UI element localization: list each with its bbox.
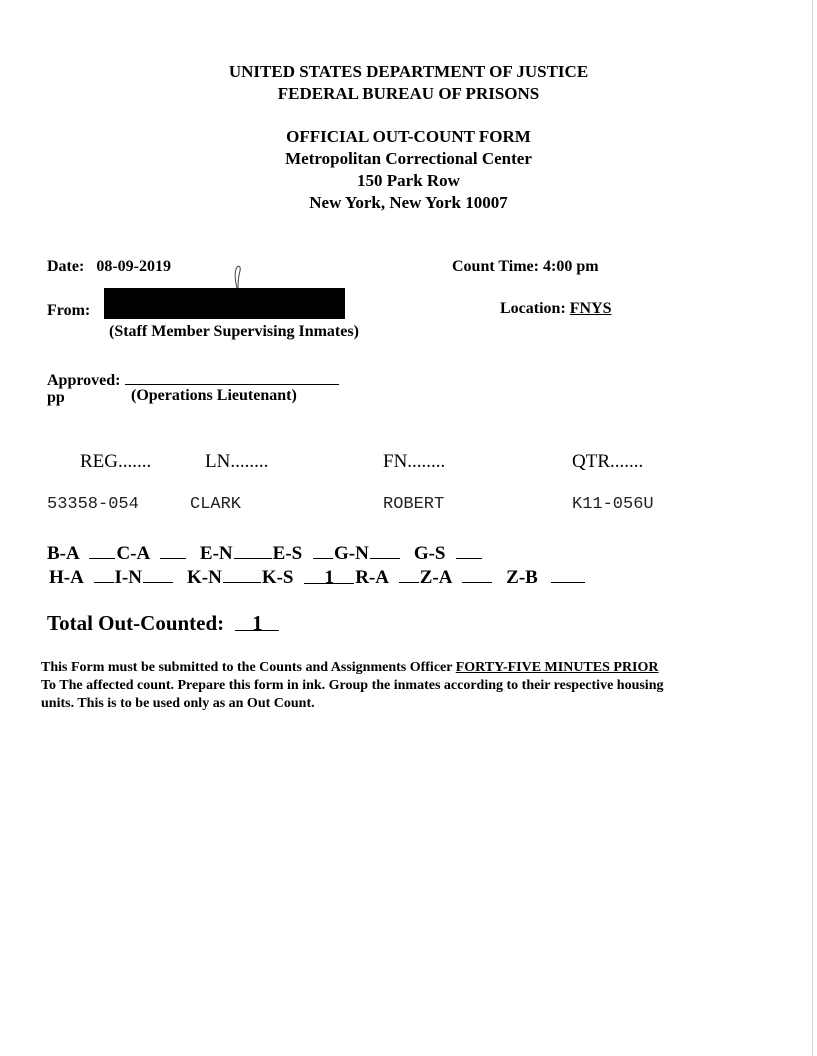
housing-label-b-a: B-A — [47, 543, 79, 564]
total-value: 1 — [235, 611, 279, 631]
column-header-qtr: QTR....... — [572, 451, 644, 472]
footer-instructions — [41, 659, 811, 713]
form-title: OFFICIAL OUT-COUNT FORM — [286, 127, 531, 146]
approved-caption: (Operations Lieutenant) — [131, 387, 297, 404]
date-label: Date: — [47, 258, 85, 275]
approved-label: Approved: — [47, 372, 121, 389]
location-value: FNYS — [569, 300, 612, 317]
housing-value-g-s — [456, 542, 482, 559]
column-header-reg: REG....... — [80, 451, 152, 472]
total-label: Total Out-Counted: — [47, 611, 225, 635]
housing-label-c-a: C-A — [116, 543, 150, 564]
housing-value-h-a — [94, 566, 114, 583]
count-time-value: 4:00 pm — [542, 258, 599, 275]
column-header-ln: LN........ — [205, 451, 269, 472]
column-header-fn: FN........ — [383, 451, 446, 472]
housing-row-1 — [47, 542, 483, 565]
housing-value-c-a — [160, 542, 186, 559]
redacted-name-block — [104, 288, 345, 319]
housing-label-r-a: R-A — [355, 567, 388, 588]
cell-ln: CLARK — [190, 495, 242, 514]
housing-value-z-a — [462, 566, 492, 583]
approved-signature-line — [125, 368, 339, 385]
date-field — [47, 258, 171, 276]
housing-label-e-s: E-S — [272, 543, 303, 564]
cell-reg: 53358-054 — [47, 495, 139, 514]
housing-label-e-n: E-N — [199, 543, 233, 564]
footer-text-3: units. This is to be used only as an Out Count. — [41, 696, 315, 711]
housing-value-z-b — [551, 566, 585, 583]
from-caption: (Staff Member Supervising Inmates) — [109, 323, 359, 340]
housing-label-z-b: Z-B — [506, 567, 538, 588]
location-field — [500, 300, 618, 318]
from-label: From: — [47, 302, 91, 319]
housing-label-h-a: H-A — [49, 567, 83, 588]
address-line-1: 150 Park Row — [357, 171, 460, 190]
housing-value-g-n — [370, 542, 400, 559]
bureau-title: FEDERAL BUREAU OF PRISONS — [277, 84, 540, 103]
count-time-field — [452, 258, 599, 276]
housing-value-e-s — [313, 542, 333, 559]
housing-label-k-n: K-N — [186, 567, 222, 588]
housing-label-g-s: G-S — [413, 543, 446, 564]
footer-emphasis: FORTY-FIVE MINUTES PRIOR — [455, 660, 659, 675]
total-out-counted — [47, 611, 280, 636]
facility-name: Metropolitan Correctional Center — [285, 149, 532, 168]
address-line-2: New York, New York 10007 — [309, 193, 508, 212]
housing-value-b-a — [89, 542, 115, 559]
date-value: 08-09-2019 — [96, 258, 171, 275]
housing-row-2 — [49, 566, 586, 589]
footer-text-1: This Form must be submitted to the Counts and Assignments Officer — [41, 660, 456, 675]
location-label: Location: — [500, 300, 566, 317]
housing-value-k-n — [223, 566, 261, 583]
housing-value-k-s: 1 — [304, 567, 354, 584]
housing-label-z-a: Z-A — [419, 567, 452, 588]
footer-text-2: To The affected count. Prepare this form in ink. Group the inmates according to their respective housing — [41, 678, 664, 693]
department-title: UNITED STATES DEPARTMENT OF JUSTICE — [228, 62, 589, 81]
housing-label-k-s: K-S — [261, 567, 294, 588]
pp-label: pp — [47, 389, 65, 406]
housing-value-r-a — [399, 566, 419, 583]
housing-label-i-n: I-N — [114, 567, 142, 588]
count-time-label: Count Time: — [452, 258, 539, 275]
housing-value-i-n — [143, 566, 173, 583]
cell-qtr: K11-056U — [572, 495, 654, 514]
housing-value-e-n — [234, 542, 272, 559]
housing-label-g-n: G-N — [333, 543, 369, 564]
handwritten-mark-icon — [230, 264, 244, 290]
cell-fn: ROBERT — [383, 495, 445, 514]
